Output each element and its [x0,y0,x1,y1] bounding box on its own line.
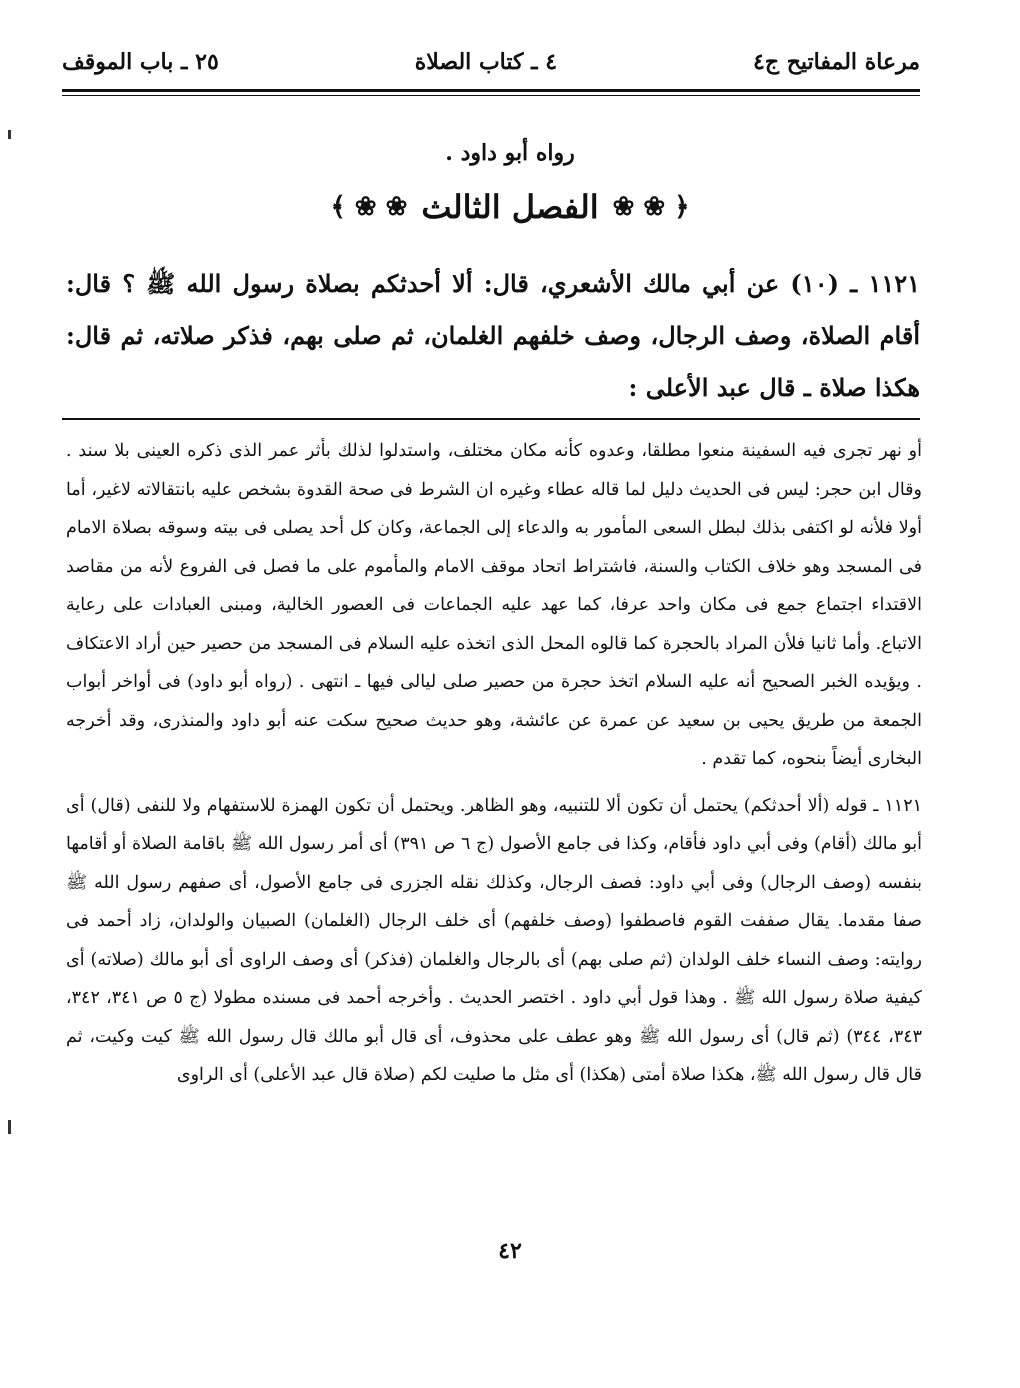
commentary-paragraph: ١١٢١ ـ قوله (ألا أحدثكم) يحتمل أن تكون ألا للتنبيه، وهو الظاهر. ويحتمل أن تكون الهمزة للاستفهام ولا للنفى (قال) أى أبو مالك (أقام) وفى أبي داود فأقام، وكذا فى جامع الأصول (ج ٦ ص ٣٩١) أى أمر رسول الله ﷺ باقامة الصلاة أو أقامها بنفسه (وصف الرجال) وفى أبي داود: فصف الرجال، وكذلك نقله الجزرى فى جامع الأصول، أى صفهم رسول الله ﷺ صفا مقدما. يقال صففت القوم فاصطفوا (وصف خلفهم) أى خلف الرجال (الغلمان) الصبيان والولدان، زاد أحمد فى روايته: وصف النساء خلف الولدان (ثم صلى بهم) أى بالرجال والغلمان (فذكر) أى وصف الراوى أى أبو مالك (صلاته) أى كيفية صلاة رسول الله ﷺ . وهذا قول أبي داود . اختصر الحديث . وأخرجه أحمد فى مسنده مطولا (ج ٥ ص ٣٤١، ٣٤٢، ٣٤٣، ٣٤٤) (ثم قال) أى رسول الله ﷺ وهو عطف على محذوف، أى قال أبو مالك قال رسول الله ﷺ كيت وكيت، ثم قال قال رسول الله ﷺ، هكذا صلاة أمتى (هكذا) أى مثل ما صليت لكم (صلاة قال عبد الأعلى) أى الراوى [66,795,923,1085]
margin-mark [8,130,11,139]
header-book-volume: مرعاة المفاتيح ج٤ [753,49,920,75]
page-number: ٤٢ [498,1238,522,1264]
text-divider [62,418,920,420]
section-heading [0,188,1020,226]
ornament-left: ❀ ❀ ﴾ [330,192,408,222]
header-chapter: ٢٥ ـ باب الموقف [62,49,219,75]
commentary [66,432,922,1095]
header-rule [62,89,920,92]
header-book-section: ٤ ـ كتاب الصلاة [414,49,558,75]
margin-mark [8,1120,11,1134]
hadith-text: ١١٢١ ـ (١٠) عن أبي مالك الأشعري، قال: ألا أحدثكم بصلاة رسول الله ﷺ ؟ قال: أقام الصلاة، وصف الرجال، وصف خلفهم الغلمان، ثم صلى بهم، فذكر صلاته، ثم قال: هكذا صلاة ـ قال عبد الأعلى : [66,269,920,402]
section-title: الفصل الثالث [421,188,599,226]
running-header [62,42,920,82]
commentary-paragraph: أو نهر تجرى فيه السفينة منعوا مطلقا، وعدوه كأنه مكان مختلف، واستدلوا لذلك بأثر عمر الذى ذكره العينى بلا سند . وقال ابن حجر: ليس فى الحديث دليل لما قاله عطاء وغيره ان الشرط فى صحة القدوة بشخص عليه بانتقالاته لاغير، أما أولا فلأنه لو اكتفى بذلك لبطل السعى المأمور به والدعاء إلى الجماعة، وكان كل أحد يصلى فى بيته وسوقه بصلاة الامام فى المسجد وهو خلاف الكتاب والسنة، فاشتراط اتحاد موقف الامام والمأموم على ما فصل فى الفروع لأنه من مقاصد الاقتداء اجتماع جمع فى مكان واحد عرفا، كما عهد عليه الجماعات فى العصور الخالية، ومبنى العبادات على رعاية الاتباع. وأما ثانيا فلأن المراد بالحجرة كما قالوه المحل الذى اتخذه عليه السلام فى المسجد من حصير حين أراد الاعتكاف . ويؤيده الخبر الصحيح أنه عليه السلام اتخذ حجرة من حصير صلى ليالى فيها ـ انتهى . (رواه أبو داود) فى أواخر أبواب الجمعة من طريق يحيى بن سعيد عن عمرة عن عائشة، وهو حديث صحيح سكت عنه أبو داود والمنذرى، وقد أخرجه البخارى أيضاً بنحوه، كما تقدم . [66,441,922,769]
ornament-right: ﴿ ❀ ❀ [612,192,690,222]
narration-line: رواه أبو داود . [445,140,575,166]
header-rule-thin [62,95,920,96]
